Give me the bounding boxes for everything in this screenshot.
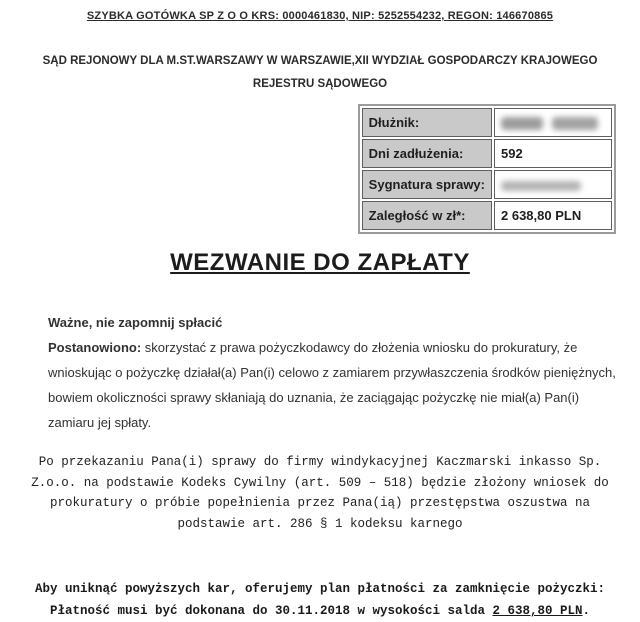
arrears-value: 2 638,80 PLN bbox=[494, 201, 612, 230]
redacted-debtor-name-part1 bbox=[501, 117, 543, 130]
case-number-value-cell bbox=[494, 170, 612, 199]
decision-text: skorzystać z prawa pożyczkodawcy do złożenia wniosku do prokuratury, że wnioskując o pożyczkę działał(a) Pan(i) celowo z zamiarem przywłaszczenia środków pieniężnych, bowiem okoliczności sprawy skłaniają do uznania, że zaciągając pożyczkę nie miał(a) Pan(i) zamiaru jej spłaty. bbox=[48, 340, 616, 430]
decision-paragraph bbox=[48, 335, 627, 435]
transfer-paragraph: Po przekazaniu Pana(i) sprawy do firmy windykacyjnej Kaczmarski inkasso Sp. Z.o.o. na podstawie Kodeks Cywilny (art. 509 – 518) będzie złożony wniosek do prokuratury o próbie popełnienia przez Pana(ią) przestępstwa oszustwa na podstawie art. 286 § 1 kodeksu karnego bbox=[31, 455, 609, 531]
table-row-arrears bbox=[362, 201, 612, 230]
body-text bbox=[48, 310, 627, 435]
decision-label: Postanowiono: bbox=[48, 340, 142, 355]
company-header bbox=[0, 10, 640, 22]
payment-paragraph bbox=[24, 578, 616, 622]
page-title: WEZWANIE DO ZAPŁATY bbox=[170, 249, 470, 276]
company-header-text: SZYBKA GOTÓWKA SP Z O O KRS: 0000461830, NIP: 5252554232, REGON: 146670865 bbox=[86, 10, 554, 22]
debt-days-value: 592 bbox=[494, 139, 612, 168]
table-row-debt-days bbox=[362, 139, 612, 168]
court-header: SĄD REJONOWY DLA M.ST.WARSZAWY W WARSZAWIE,XII WYDZIAŁ GOSPODARCZY KRAJOWEGO REJESTRU SĄDOWEGO bbox=[42, 55, 598, 90]
case-number-label: Sygnatura sprawy: bbox=[362, 170, 492, 199]
table-row-case-number bbox=[362, 170, 612, 199]
debtor-label: Dłużnik: bbox=[362, 108, 492, 137]
payment-text-after: . bbox=[582, 604, 591, 618]
payment-amount: 2 638,80 PLN bbox=[492, 604, 583, 618]
payment-text-before: Aby uniknąć powyższych kar, oferujemy plan płatności za zamknięcie pożyczki: Płatność musi być dokonana do 30.11.2018 w wysokości salda bbox=[34, 582, 606, 618]
redacted-case-number bbox=[501, 181, 581, 191]
redacted-debtor-name-part2 bbox=[552, 117, 598, 130]
debt-summary-table bbox=[358, 104, 616, 234]
debt-summary-wrap bbox=[0, 104, 640, 234]
arrears-label: Zaległość w zł*: bbox=[362, 201, 492, 230]
table-row-debtor bbox=[362, 108, 612, 137]
debtor-value-cell bbox=[494, 108, 612, 137]
warning-line: Ważne, nie zapomnij spłacić bbox=[48, 315, 223, 330]
debt-days-label: Dni zadłużenia: bbox=[362, 139, 492, 168]
